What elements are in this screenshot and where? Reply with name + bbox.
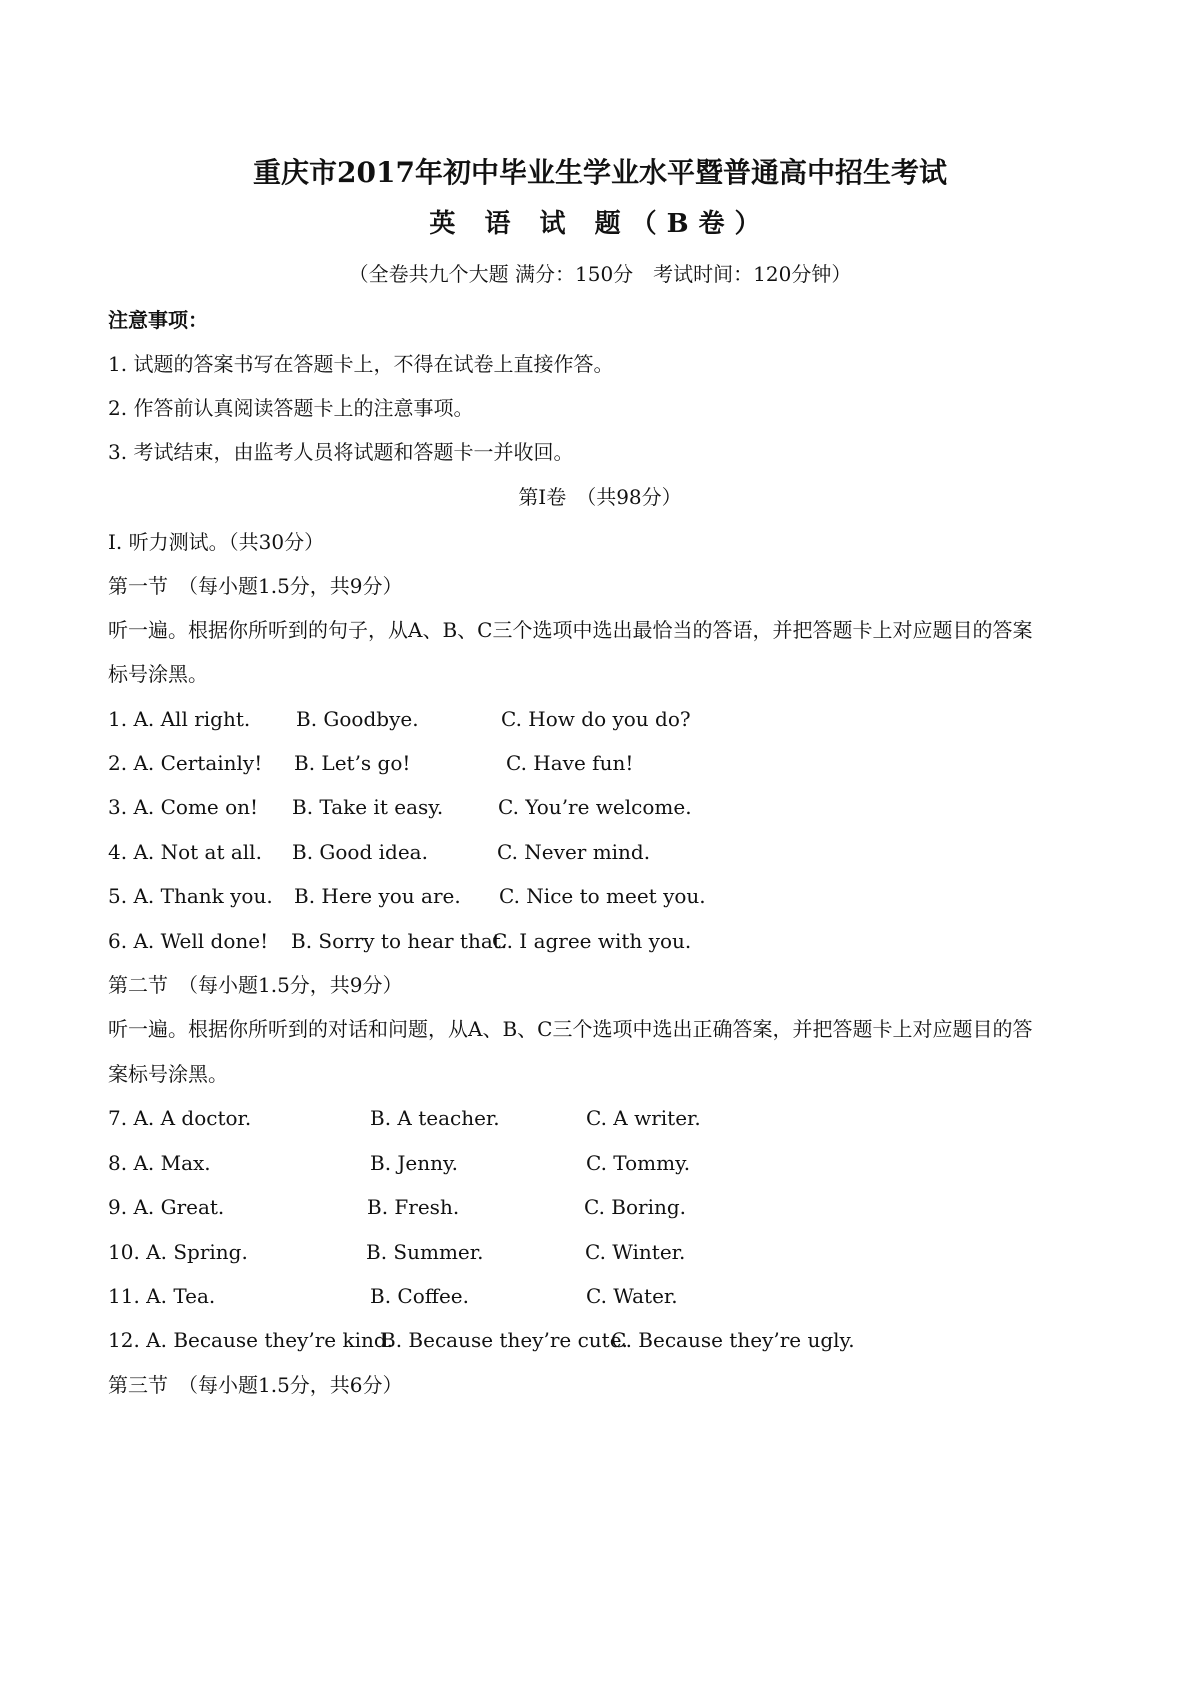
question-row [108,1328,1108,1352]
question-row [108,1284,1108,1308]
exam-subtitle: 英 语 试 题（B卷） [429,209,771,239]
option-a: 10. A. Spring. [108,1240,248,1264]
exam-info: （全卷共九个大题 满分：150分 考试时间：120分钟） [348,262,852,286]
instructions: 标号涂黑。 [108,662,208,686]
question-row [108,1195,1108,1219]
option-a: 3. A. Come on! [108,795,259,819]
question-row [108,1106,1108,1130]
question-row [108,840,1108,864]
subsection-title: 第三节 （每小题1.5分，共6分） [108,1373,403,1397]
option-c: C. Never mind. [497,840,651,864]
question-row [108,929,1108,953]
option-b: B. Summer. [366,1240,484,1264]
option-c: C. I agree with you. [492,929,692,953]
option-a: 11. A. Tea. [108,1284,216,1308]
question-row [108,1151,1108,1175]
option-b: B. Goodbye. [296,707,419,731]
option-c: C. A writer. [586,1106,701,1130]
question-row [108,1240,1108,1264]
option-c: C. You’re welcome. [498,795,692,819]
option-a: 9. A. Great. [108,1195,225,1219]
question-row [108,751,1108,775]
instructions: 听一遍。根据你所听到的对话和问题，从A、B、C三个选项中选出正确答案，并把答题卡上对应题目的答 [108,1017,1033,1041]
subsection-title: 第二节 （每小题1.5分，共9分） [108,973,403,997]
instructions: 案标号涂黑。 [108,1062,228,1086]
option-c: C. Have fun! [506,751,634,775]
option-a: 12. A. Because they’re kind. [108,1328,394,1352]
question-row [108,795,1108,819]
option-a: 2. A. Certainly! [108,751,263,775]
note-item: 2. 作答前认真阅读答题卡上的注意事项。 [108,396,474,420]
option-a: 6. A. Well done! [108,929,269,953]
option-c: C. Tommy. [586,1151,691,1175]
option-b: B. Good idea. [292,840,428,864]
option-b: B. Because they’re cute. [381,1328,628,1352]
option-b: B. Fresh. [367,1195,460,1219]
option-b: B. Jenny. [370,1151,459,1175]
option-c: C. Winter. [585,1240,686,1264]
option-b: B. Coffee. [370,1284,469,1308]
exam-title: 重庆市2017年初中毕业生学业水平暨普通高中招生考试 [253,156,947,189]
note-item: 3. 考试结束，由监考人员将试题和答题卡一并收回。 [108,440,574,464]
option-a: 5. A. Thank you. [108,884,273,908]
option-b: B. A teacher. [370,1106,500,1130]
option-c: C. Nice to meet you. [499,884,706,908]
option-a: 4. A. Not at all. [108,840,262,864]
option-a: 7. A. A doctor. [108,1106,252,1130]
option-c: C. Water. [586,1284,678,1308]
option-c: C. How do you do? [501,707,691,731]
option-c: C. Boring. [584,1195,687,1219]
option-b: B. Let’s go! [294,751,411,775]
subsection-title: 第一节 （每小题1.5分，共9分） [108,574,403,598]
option-a: 1. A. All right. [108,707,251,731]
note-item: 1. 试题的答案书写在答题卡上，不得在试卷上直接作答。 [108,352,614,376]
part-heading: 第I卷 （共98分） [518,485,682,509]
option-c: C. Because they’re ugly. [611,1328,855,1352]
option-b: B. Sorry to hear that. [291,929,508,953]
option-b: B. Take it easy. [292,795,444,819]
instructions: 听一遍。根据你所听到的句子，从A、B、C三个选项中选出最恰当的答语，并把答题卡上对应题目的答案 [108,618,1033,642]
question-row [108,884,1108,908]
option-a: 8. A. Max. [108,1151,211,1175]
option-b: B. Here you are. [294,884,461,908]
section-title: I. 听力测试。（共30分） [108,530,325,554]
notes-heading: 注意事项： [108,308,208,332]
question-row [108,707,1108,731]
